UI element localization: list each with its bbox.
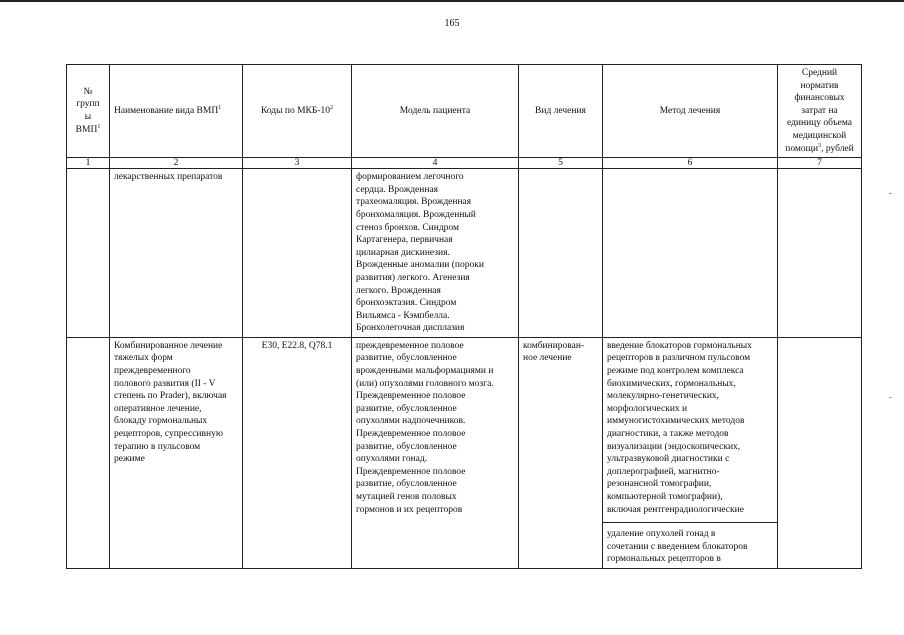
text-line: Преждевременное половое	[356, 391, 466, 402]
text-line: опухолями гонад.	[356, 454, 428, 465]
text-line: режиме	[114, 454, 145, 465]
page-top-border	[0, 0, 904, 2]
text-line: включая рентгенрадиологические	[607, 504, 744, 515]
text-line: бронхомаляция. Врожденный	[356, 209, 476, 220]
text-line: резонансной томографии,	[607, 479, 712, 490]
text-line: гормональных рецепторов в	[607, 554, 721, 565]
text-line: Комбинированное лечение	[114, 340, 223, 351]
text-line: рецепторов, супрессивную	[114, 429, 223, 440]
text-line: степень по Prader), включая	[114, 391, 227, 402]
text-line: трахеомаляция. Врожденная	[356, 197, 472, 208]
text-line: полового развития (II - V	[114, 378, 216, 389]
cell-cost	[778, 337, 862, 568]
header-text: помощи$^3$, рублей	[785, 142, 854, 154]
column-number: 7	[778, 158, 862, 169]
header-patient-model: Модель пациента	[352, 65, 519, 158]
text-line: Картагенера, первичная	[356, 235, 453, 246]
cell-treatment-type	[519, 337, 603, 568]
header-text: медицинской	[792, 130, 847, 141]
table-row	[67, 169, 862, 338]
text-line: развитие, обусловленное	[356, 441, 457, 452]
text-line: стеноз бронхов. Синдром	[356, 222, 460, 233]
table-row	[67, 337, 862, 568]
text-line: сочетании с введением блокаторов	[607, 541, 748, 552]
text-line: преждевременное половое	[356, 340, 464, 351]
text-line: визуализации (эндоскопических,	[607, 441, 741, 452]
text-line: иммуногистохимических методов	[607, 416, 745, 427]
text-line: Бронхолегочная дисплазия	[356, 323, 465, 334]
header-text: затрат на	[801, 105, 838, 116]
margin-mark: -	[888, 392, 892, 403]
text-line: бронхоэктазия. Синдром	[356, 298, 457, 309]
text-line: тяжелых форм	[114, 353, 173, 364]
text-line: лекарственных препаратов	[114, 172, 223, 183]
text-line: рецепторов в различном пульсовом	[607, 353, 751, 364]
text-line: биохимических, гормональных,	[607, 378, 736, 389]
text-line: диагностики, а также методов	[607, 429, 729, 440]
text-line: цилиарная дискинезия.	[356, 247, 450, 258]
header-text: единицу объема	[786, 118, 853, 129]
cell-group	[67, 337, 110, 568]
text-line: развитие, обусловленное	[356, 353, 457, 364]
text-line: доплерографией, магнитно-	[607, 466, 720, 477]
text-line: развития) легкого. Агенезия	[356, 272, 470, 283]
cell-treatment-type	[519, 169, 603, 338]
column-number: 4	[352, 158, 519, 169]
text-line: Преждевременное половое	[356, 466, 466, 477]
header-text: ВМП$^1$	[75, 123, 101, 135]
cell-vmp-name	[110, 169, 243, 338]
vmp-table	[66, 64, 862, 569]
header-text: №	[83, 86, 93, 97]
text-line: опухолями надпочечников.	[356, 416, 466, 427]
cell-codes	[243, 169, 352, 338]
text-line: ное лечение	[523, 353, 572, 364]
text-line: мутацией генов половых	[356, 492, 457, 502]
cell-cost	[778, 169, 862, 338]
header-treatment-method: Метод лечения	[603, 65, 778, 158]
header-row	[67, 65, 862, 158]
cell-vmp-name	[110, 337, 243, 568]
header-text: Средний	[801, 68, 838, 78]
cell-patient-model	[352, 169, 519, 338]
cell-codes: E30, E22.8, Q78.1	[243, 337, 352, 568]
text-line: Вильямса - Кэмпбелла.	[356, 310, 450, 321]
text-line: развитие, обусловленное	[356, 403, 457, 414]
text-line: блокаду гормональных	[114, 416, 208, 427]
text-line: комбинирован-	[523, 340, 585, 351]
text-line: врожденными мальформациями и	[356, 366, 494, 377]
page-number: 165	[444, 18, 460, 29]
column-number: 3	[243, 158, 352, 169]
text-line: преждевременного	[114, 366, 191, 377]
text-line: легкого. Врожденная	[356, 285, 441, 296]
text-line: гормонов и их рецепторов	[356, 504, 463, 515]
cell-treatment-method	[603, 337, 778, 568]
column-number: 6	[603, 158, 778, 169]
text-line: молекулярно-генетических,	[607, 391, 720, 402]
header-text: норматив	[800, 80, 839, 91]
header-text: групп	[76, 99, 100, 110]
text-line: развитие, обусловленное	[356, 479, 457, 490]
text-line: введение блокаторов гормональных	[607, 340, 752, 351]
cell-patient-model	[352, 337, 519, 568]
column-number-row	[67, 158, 862, 169]
text-line: сердца. Врожденная	[356, 184, 439, 195]
header-icd-codes: Коды по МКБ-$10^2$	[243, 65, 352, 158]
header-text: ы	[84, 112, 92, 123]
text-line: удаление опухолей гонад в	[607, 529, 716, 540]
cell-treatment-method	[603, 169, 778, 338]
text-line: Врожденные аномалии (пороки	[356, 260, 484, 271]
text-line: Преждевременное половое	[356, 429, 466, 440]
column-number: 5	[519, 158, 603, 169]
header-text: финансовых	[794, 93, 845, 104]
header-cost	[778, 65, 862, 158]
text-line: формированием легочного	[356, 172, 464, 183]
cell-group	[67, 169, 110, 338]
text-line: ультразвуковой диагностики с	[607, 454, 730, 465]
text-line: морфологических и	[607, 403, 688, 414]
header-vmp-name: Наименование вида ВМП$^1$	[110, 65, 243, 158]
text-line: (или) опухолями головного мозга.	[356, 378, 494, 389]
margin-mark: -	[888, 188, 892, 199]
header-group-number	[67, 65, 110, 158]
method-divider	[603, 522, 777, 524]
text-line: оперативное лечение,	[114, 403, 202, 414]
column-number: 1	[67, 158, 110, 169]
text-line: режиме под контролем комплекса	[607, 366, 744, 377]
text-line: терапию в пульсовом	[114, 441, 201, 452]
header-treatment-type: Вид лечения	[519, 65, 603, 158]
column-number: 2	[110, 158, 243, 169]
text-line: компьютерной томографии),	[607, 492, 723, 502]
